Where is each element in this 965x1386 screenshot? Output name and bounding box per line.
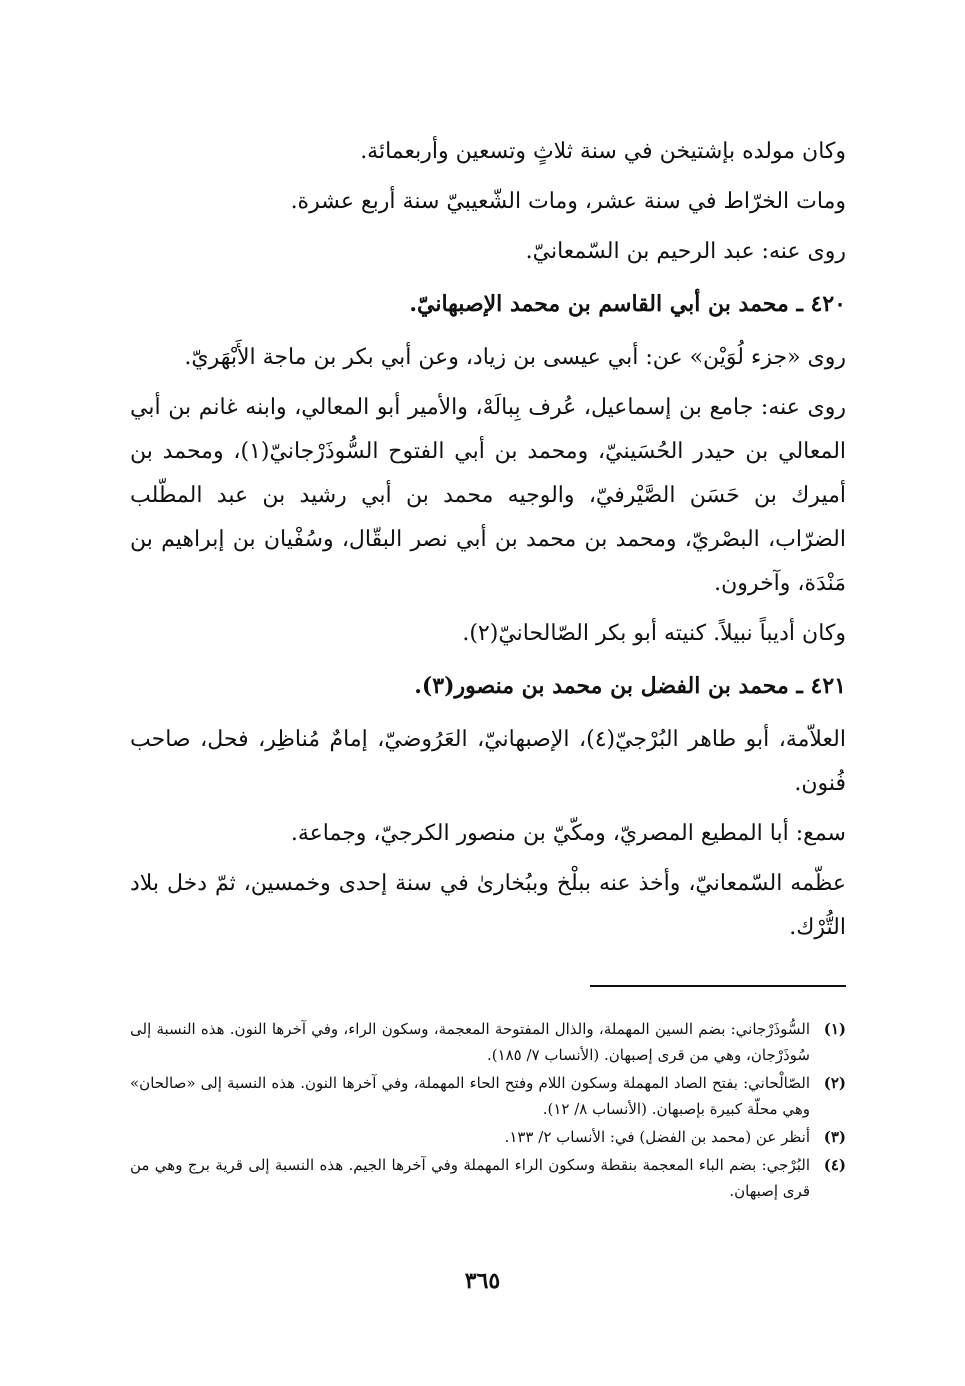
page-number: ٣٦٥ xyxy=(464,1268,501,1294)
paragraph-travel: عظّمه السّمعانيّ، وأخذ عنه ببلْخ وببُخارىٰ في سنة إحدى وخمسين، ثمّ دخل بلاد التُّرْك. xyxy=(130,871,846,940)
main-text xyxy=(130,130,846,956)
entry-heading-421: ٤٢١ ـ محمد بن الفضل بن محمد بن منصور(٣). xyxy=(414,673,846,699)
footnote xyxy=(130,1152,846,1204)
entry-heading-420: ٤٢٠ ـ محمد بن أبي القاسم بن محمد الإصبهانيّ. xyxy=(409,291,846,317)
footnote-text: البُرْجي: بضم الباء المعجمة بنقطة وسكون الراء المهملة وفي آخرها الجيم. هذه النسبة إلى قرية برج وهي من قرى إصبهان. xyxy=(130,1156,810,1200)
paragraph-juz-luwayn: روى «جزء لُوَيْن» عن: أبي عيسى بن زياد، وعن أبي بكر بن ماجة الأَبْهَريّ. xyxy=(184,345,846,370)
footnote-text: السُّوذَرْجاني: بضم السين المهملة، والذال المفتوحة المعجمة، وسكون الراء، وفي آخرها النون. هذه النسبة إلى سُوذَرْجان، وهي من قرى إصبهان. (الأنساب ٧/ ١٨٥). xyxy=(130,1020,810,1064)
footnote xyxy=(130,1124,846,1150)
footnote xyxy=(130,1016,846,1068)
footnote-number: (٢) xyxy=(823,1074,846,1092)
paragraph-students: روى عنه: جامع بن إسماعيل، عُرف بِبالَهْ، والأمير أبو المعالي، وابنه غانم بن أبي المعالي بن حيدر الحُسَينيّ، ومحمد بن أبي الفتوح السُّوذَرْجانيّ(١)، ومحمد بن أميرك بن حَسَن الصَّيْرفيّ، والوجيه محمد بن أبي رشيد بن عبد المطّلب الضرّاب، البصْريّ، ومحمد بن محمد بن أبي نصر البقّال، وسُفْيان بن إبراهيم بن مَنْدَة، وآخرون. xyxy=(130,395,847,596)
paragraph-narrators: روى عنه: عبد الرحيم بن السّمعانيّ. xyxy=(525,239,846,264)
footnote xyxy=(130,1070,846,1122)
footnote-number: (٣) xyxy=(823,1128,846,1146)
paragraph-deaths: ومات الخرّاط في سنة عشر، ومات الشّعيبيّ سنة أربع عشرة. xyxy=(290,189,846,214)
footnote-text: الصّالْحاني: بفتح الصاد المهملة وسكون اللام وفتح الحاء المهملة، وفي آخرها النون. هذه النسبة إلى «صالحان» وهي محلّة كبيرة بإصبهان. (الأنساب ٨/ ١٢). xyxy=(130,1074,810,1118)
footnotes xyxy=(130,1016,846,1206)
paragraph-titles: العلاّمة، أبو طاهر البُرْجيّ(٤)، الإصبهانيّ، العَرُوضيّ، إمامٌ مُناظِر، فحل، صاحب فُنون. xyxy=(130,727,846,796)
footnote-number: (٤) xyxy=(823,1156,846,1174)
paragraph-birth: وكان مولده بإشتيخن في سنة ثلاثٍ وتسعين وأربعمائة. xyxy=(360,139,846,164)
footnote-text: أنظر عن (محمد بن الفضل) في: الأنساب ٢/ ١٣٣. xyxy=(504,1128,810,1146)
footnote-number: (١) xyxy=(823,1020,846,1038)
paragraph-heard: سمع: أبا المطيع المصريّ، ومكّيّ بن منصور الكرجيّ، وجماعة. xyxy=(290,821,846,846)
paragraph-kunya: وكان أديباً نبيلاً. كنيته أبو بكر الصّالحانيّ(٢). xyxy=(462,621,846,646)
footnote-separator xyxy=(590,985,846,987)
